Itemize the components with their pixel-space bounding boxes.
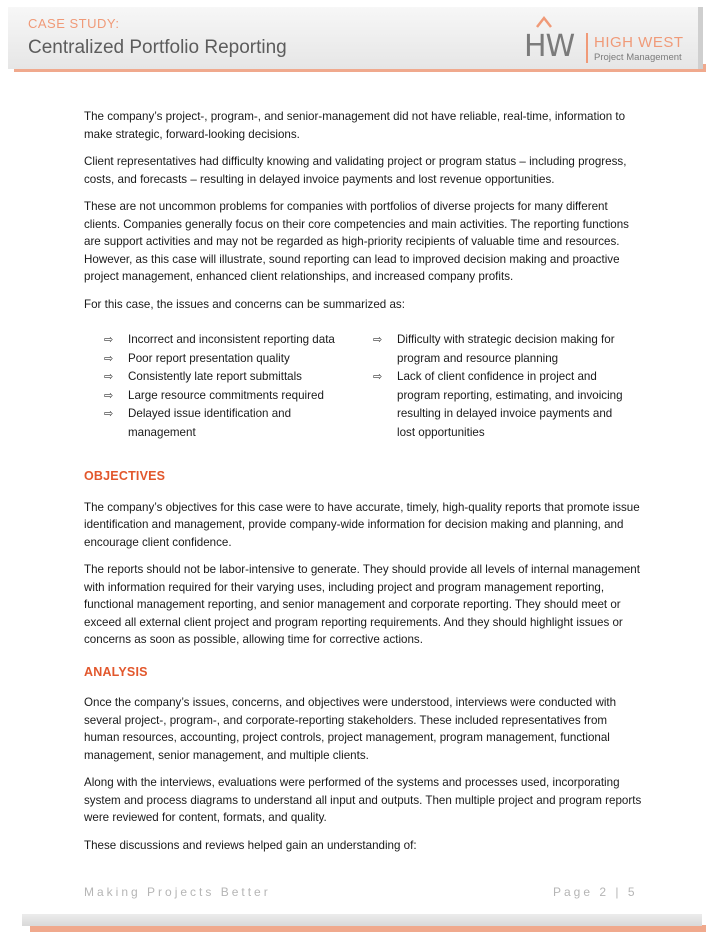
arrow-right-icon: ⇨	[104, 389, 114, 402]
arrow-right-icon: ⇨	[104, 334, 114, 346]
intro-paragraph: For this case, the issues and concerns can be summarized as:	[84, 297, 405, 311]
document-body	[84, 108, 644, 864]
list-item	[104, 331, 349, 350]
analysis-paragraph: These discussions and reviews helped gain an understanding of:	[84, 838, 417, 852]
objectives-paragraph: The company’s objectives for this case were to have accurate, timely, high-quality reports that promote issue identification and management, provide company-wide information for decision making and planning, and encourage client confidence.	[84, 500, 640, 549]
arrow-right-icon: ⇨	[104, 408, 114, 420]
list-item	[104, 368, 349, 387]
case-study-label: CASE STUDY:	[28, 16, 120, 31]
intro-paragraph: Client representatives had difficulty knowing and validating project or program status – including progress, costs, and forecasts – resulting in delayed invoice payments and lost revenue opportunities.	[84, 155, 627, 186]
arrow-right-icon: ⇨	[373, 371, 383, 383]
caret-up-icon	[534, 15, 554, 29]
list-item-text: Lack of client confidence in project and program reporting, estimating, and invoicing resulting in delayed invoice payments and lost opportunities	[397, 370, 623, 439]
issues-column-left	[104, 331, 349, 442]
list-item-text: Consistently late report submittals	[128, 370, 302, 383]
footer-slogan: Making Projects Better	[84, 885, 271, 899]
logo-company-name: HIGH WEST	[594, 34, 684, 51]
page-header	[8, 7, 703, 69]
issues-column-right	[373, 331, 633, 442]
list-item	[373, 368, 633, 442]
page-number: Page 2 | 5	[553, 885, 638, 899]
list-item	[104, 387, 349, 406]
list-item	[104, 350, 349, 369]
analysis-paragraph: Once the company’s issues, concerns, and objectives were understood, interviews were conducted with several project-, program-, and corporate-reporting stakeholders. These included representatives from human resources, accounting, project controls, project management, program management, functional management, senior management, and multiple clients.	[84, 696, 617, 762]
list-item-text: Delayed issue identification and management	[128, 407, 292, 439]
list-item-text: Difficulty with strategic decision making for program and resource planning	[397, 333, 615, 365]
footer-accent-bar	[30, 925, 706, 932]
logo-divider	[586, 33, 588, 63]
list-item	[104, 405, 349, 442]
analysis-paragraph: Along with the interviews, evaluations were performed of the systems and processes used, incorporating system and process diagrams to understand all input and outputs. Then multiple project and program reports were reviewed for content, formats, and quality.	[84, 776, 642, 824]
document-title: Centralized Portfolio Reporting	[28, 37, 287, 58]
logo-subtitle: Project Management	[594, 52, 682, 63]
arrow-right-icon: ⇨	[373, 334, 383, 346]
list-item-text: Poor report presentation quality	[128, 351, 290, 365]
objectives-paragraph: The reports should not be labor-intensive to generate. They should provide all levels of internal management with information required for their varying uses, including project and program management reporting, functional management reporting, and senior management and corporate reporting. They should meet or exceed all external client project and program reporting requirements. And they should highlight issues or concerns as soon as possible, allowing time for corrective actions.	[84, 563, 640, 646]
list-item-text: Incorrect and inconsistent reporting data	[128, 333, 335, 346]
list-item-text: Large resource commitments required	[128, 388, 324, 402]
arrow-right-icon: ⇨	[104, 352, 114, 365]
intro-paragraph: These are not uncommon problems for companies with portfolios of diverse projects for many different clients. Companies generally focus on their core competencies and main activities. The reporting functions are support activities and may not be regarded as high-priority recipients of valuable time and resources. However, as this case will illustrate, sound reporting can lead to improved decision making and proactive project management, enhanced client relationships, and increased company profits.	[84, 200, 629, 283]
objectives-heading: OBJECTIVES	[84, 469, 166, 483]
logo-mark: HW	[524, 29, 575, 64]
arrow-right-icon: ⇨	[104, 371, 114, 383]
footer-bar	[22, 914, 702, 926]
list-item	[373, 331, 633, 368]
issues-list	[84, 331, 644, 453]
analysis-heading: ANALYSIS	[84, 664, 148, 679]
intro-paragraph: The company’s project-, program-, and senior-management did not have reliable, real-time, information to make strategic, forward-looking decisions.	[84, 110, 626, 141]
company-logo	[524, 19, 694, 65]
